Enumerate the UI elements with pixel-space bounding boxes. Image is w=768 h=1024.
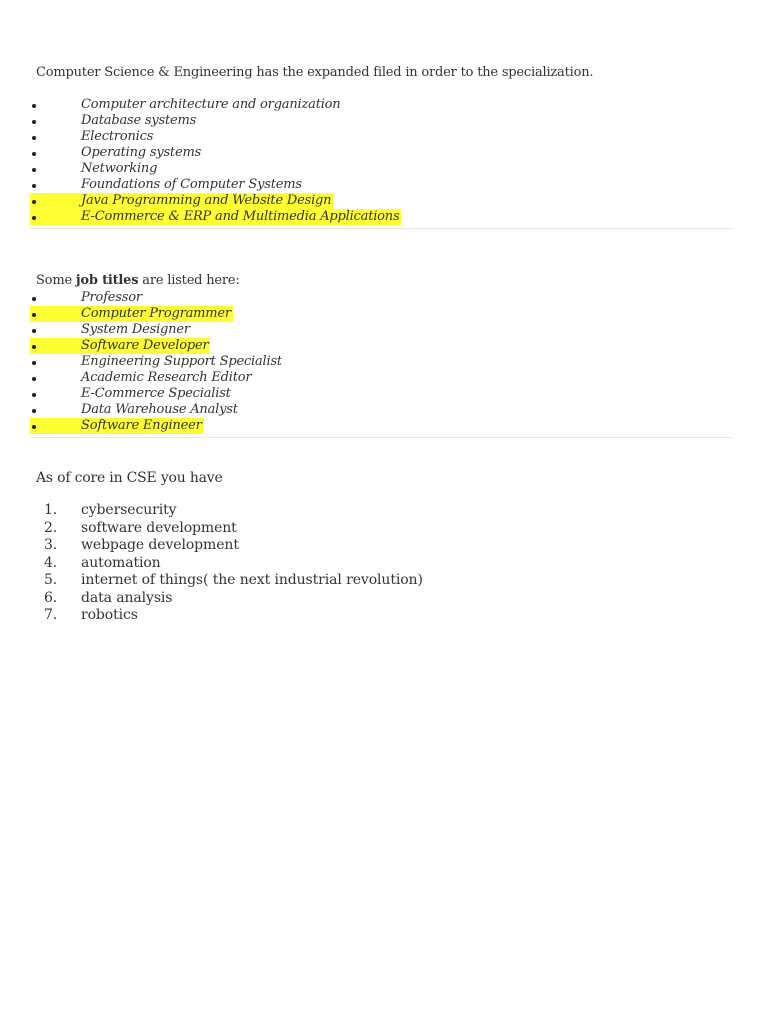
bullet-icon	[32, 216, 36, 220]
bullet-icon	[32, 345, 36, 349]
bullet-icon	[32, 377, 36, 381]
bullet-icon	[32, 361, 36, 365]
intro-paragraph: Computer Science & Engineering has the expanded filed in order to the specialization.	[36, 65, 594, 80]
bullet-icon	[32, 297, 36, 301]
bullet-icon	[32, 136, 36, 140]
bullet-icon	[32, 184, 36, 188]
bullet-icon	[32, 425, 36, 429]
bullet-icon	[32, 168, 36, 172]
core-intro-paragraph: As of core in CSE you have	[36, 470, 223, 486]
job-titles-intro: Some job titles are listed here:	[36, 273, 240, 288]
bullet-icon	[32, 329, 36, 333]
bullet-icon	[32, 120, 36, 124]
bullet-icon	[32, 152, 36, 156]
bullet-icon	[32, 104, 36, 108]
bullet-icon	[32, 393, 36, 397]
bullet-icon	[32, 313, 36, 317]
bullet-icon	[32, 409, 36, 413]
bullet-icon	[32, 200, 36, 204]
divider	[30, 437, 732, 438]
job-titles-bold: job titles	[75, 273, 139, 288]
document-page: Computer Science & Engineering has the expanded filed in order to the specialization. Computer architecture and organization Database systems Electronics Operating systems Networking Foundations of Computer Systems Java Programming and Website Design E-Commerce & ERP and Multimedia Applications Some job titles are listed here: Professor Computer Programmer System Designer Software Developer Engineering Support Specialist Academic Research Editor E-Commerce Specialist Data Warehouse Analyst Software Engineer As of core in CSE you have 1. cybersecurity 2. software development 3. webpage development 4. automation 5. internet of things( the next industrial revolution) 6. data analysis 7. robotics	[0, 0, 768, 1024]
divider	[30, 228, 732, 229]
